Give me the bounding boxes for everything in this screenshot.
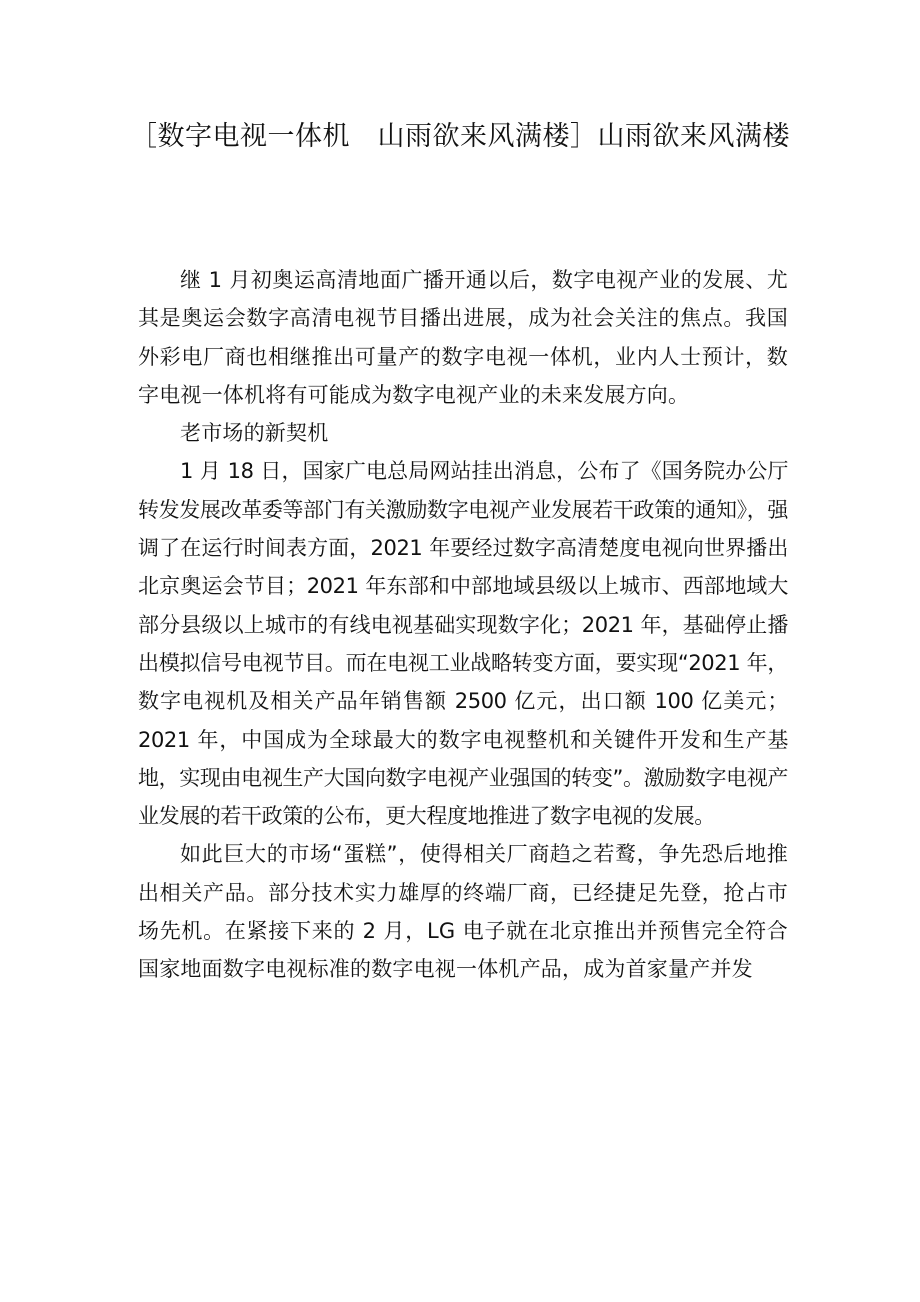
paragraph-policy: 1 月 18 日，国家广电总局网站挂出消息，公布了《国务院办公厅转发发展改革委等部门有关激励数字电视产业发展若干政策的通知》，强调了在运行时间表方面，2021 年要经过数字高清楚度电视向世界播出北京奥运会节目；2021 年东部和中部地域县级以上城市、西部地域大部分县级以上城市的有线电视基础实现数字化；2021 年，基础停止播出模拟信号电视节目。而在电视工业战略转变方面，要实现“2021 年，数字电视机及相关产品年销售额 2500 亿元，出口额 100 亿美元；2021 年，中国成为全球最大的数字电视整机和关键件开发和生产基地，实现由电视生产大国向数字电视产业强国的转变”。激励数字电视产业发展的若干政策的公布，更大程度地推进了数字电视的发展。	[138, 459, 788, 829]
document-title: ［数字电视一体机 山雨欲来风满楼］山雨欲来风满楼	[130, 121, 790, 152]
paragraph-intro: 继 1 月初奥运高清地面广播开通以后，数字电视产业的发展、尤其是奥运会数字高清电视节目播出进展，成为社会关注的焦点。我国外彩电厂商也相继推出可量产的数字电视一体机，业内人士预计，数字电视一体机将有可能成为数字电视产业的未来发展方向。	[138, 268, 788, 407]
paragraph-market: 如此巨大的市场“蛋糕”，使得相关厂商趋之若鹜，争先恐后地推出相关产品。部分技术实力雄厚的终端厂商，已经捷足先登，抢占市场先机。在紧接下来的 2 月，LG 电子就在北京推出并预售完全符合国家地面数字电视标准的数字电视一体机产品，成为首家量产并发	[138, 842, 788, 982]
section-heading: 老市场的新契机	[180, 421, 329, 446]
document-body	[138, 261, 788, 989]
